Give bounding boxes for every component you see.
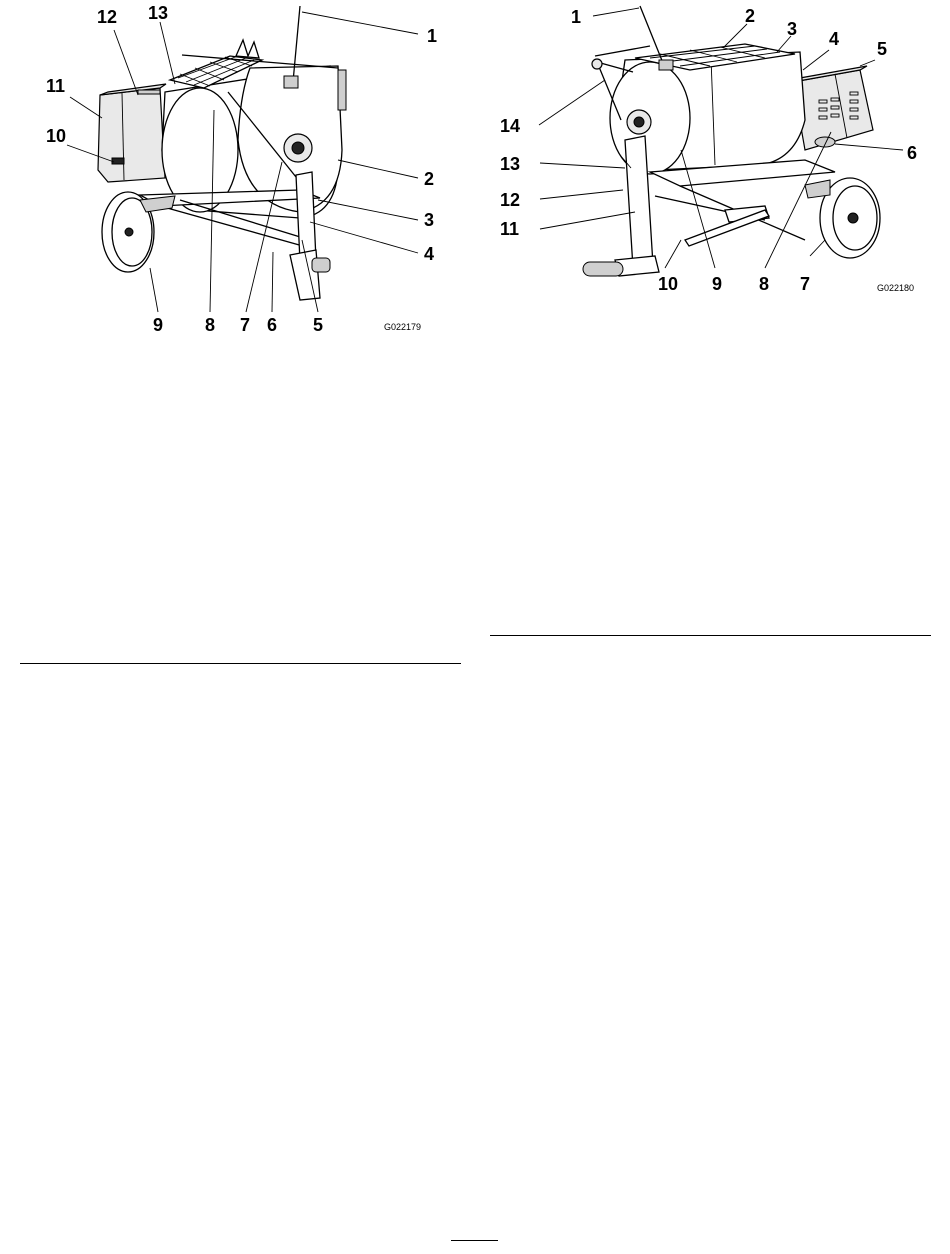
figure-id: G022179 [384, 322, 422, 332]
callout-label: 7 [800, 274, 811, 294]
callout-label: 2 [745, 6, 756, 26]
callout-label: 12 [97, 7, 118, 27]
callout-label: 10 [658, 274, 679, 294]
callout-label: 4 [424, 244, 435, 264]
callout-label: 1 [427, 26, 438, 46]
callout-label: 11 [500, 219, 520, 239]
page-footer-rule [451, 1240, 498, 1241]
callout-label: 14 [500, 116, 521, 136]
callout-label: 12 [500, 190, 521, 210]
figure-id: G022180 [877, 283, 915, 293]
callout-label: 4 [829, 29, 840, 49]
callout-label: 7 [240, 315, 251, 335]
callout-label: 5 [877, 39, 888, 59]
callout-label: 1 [571, 7, 582, 27]
callout-label: 8 [759, 274, 770, 294]
callout-label: 6 [907, 143, 918, 163]
callout-label: 3 [787, 19, 798, 39]
callout-label: 2 [424, 169, 435, 189]
callout-label: 13 [148, 3, 169, 23]
callout-label: 10 [46, 126, 67, 146]
callout-label: 3 [424, 210, 435, 230]
callout-label: 9 [153, 315, 164, 335]
mortar-mixer-left-illustration-icon [0, 0, 475, 350]
section-divider-left [20, 663, 461, 664]
callout-label: 6 [267, 315, 278, 335]
callout-label: 13 [500, 154, 521, 174]
callout-label: 9 [712, 274, 723, 294]
callout-label: 11 [46, 76, 66, 96]
callout-label: 8 [205, 315, 216, 335]
callout-label: 5 [313, 315, 324, 335]
mixer-figure-right [475, 0, 950, 310]
mixer-figure-left [0, 0, 475, 350]
section-divider-right [490, 635, 931, 636]
